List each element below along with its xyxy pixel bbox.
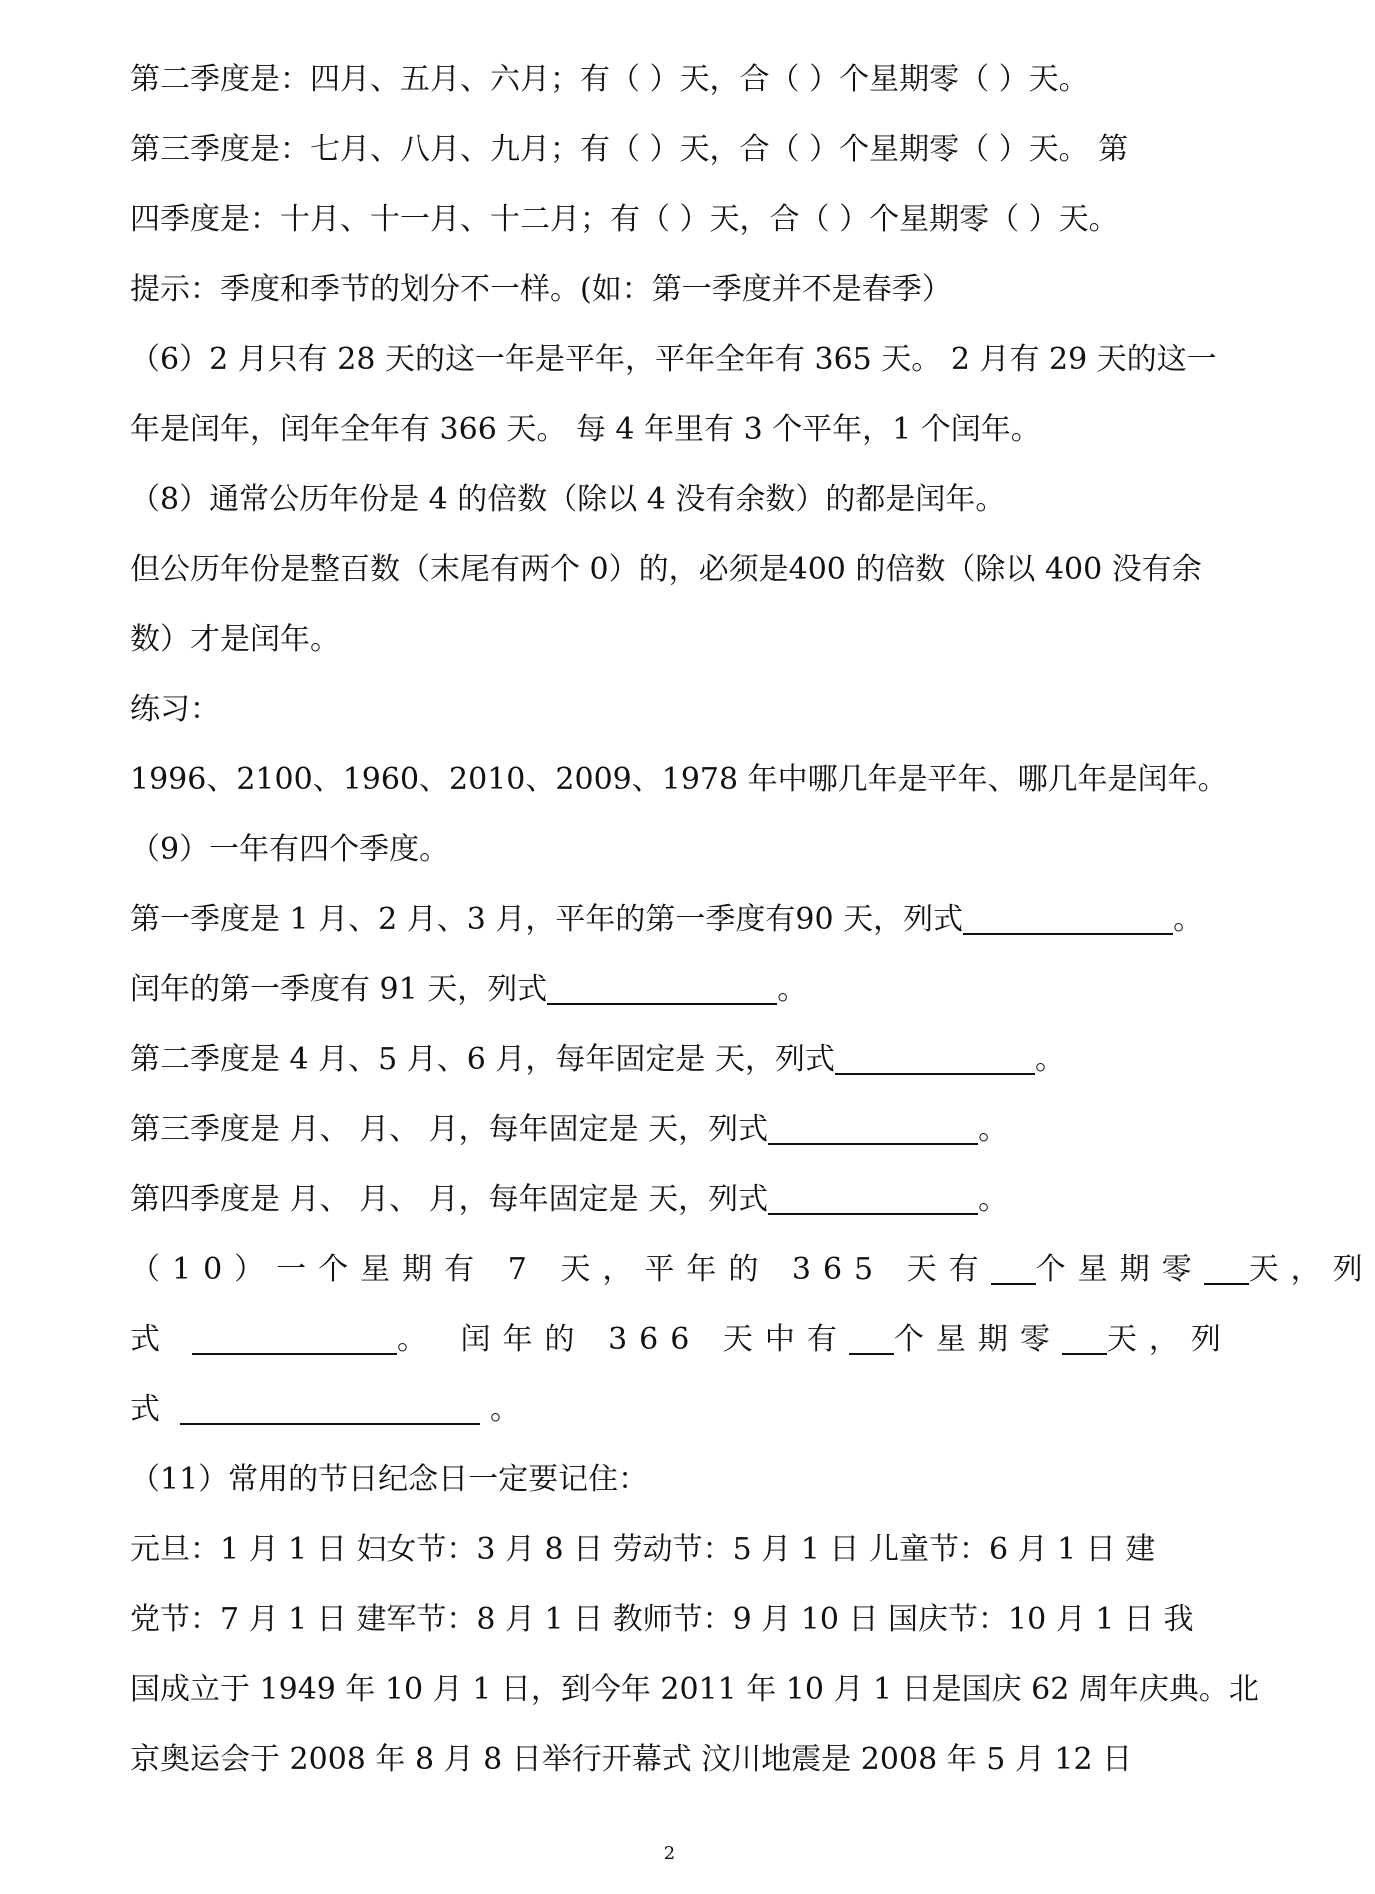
- text-line: 年是闰年，闰年全年有 366 天。 每 4 年里有 3 个平年，1 个闰年。: [130, 412, 1041, 447]
- text-segment: 。: [1034, 1042, 1065, 1077]
- text-segment: 第一季度是 1 月、2 月、3 月，平年的第一季度有90 天，列式: [130, 902, 964, 937]
- text-segment: 第三季度是 月、 月、 月，每年固定是 天，列式: [130, 1112, 769, 1147]
- text-line: 四季度是：十月、十一月、十二月；有（ ）天，合（ ）个星期零（ ）天。: [130, 202, 1119, 237]
- document-body: [130, 45, 1375, 1795]
- text-segment: 个星期零: [1035, 1252, 1204, 1287]
- text-line: 第二季度是：四月、五月、六月；有（ ）天，合（ ）个星期零（ ）天。: [130, 62, 1089, 97]
- answer-blank[interactable]: [849, 1313, 894, 1355]
- text-segment: 第四季度是 月、 月、 月，每年固定是 天，列式: [130, 1182, 769, 1217]
- exercise-line: [130, 1375, 1220, 1445]
- answer-blank[interactable]: [547, 963, 777, 1005]
- text-segment: 天，列: [1106, 1322, 1233, 1357]
- text-segment: 。: [978, 1112, 1009, 1147]
- text-segment: （10）一个星期有 7 天，平年的 365 天有: [130, 1252, 991, 1287]
- exercise-line: [130, 955, 1220, 1025]
- text-line: 练习：: [130, 692, 220, 727]
- text-line: （11）常用的节日纪念日一定要记住：: [130, 1462, 649, 1497]
- text-line: 1996、2100、1960、2010、2009、1978 年中哪几年是平年、哪几年是闰年。: [130, 762, 1228, 797]
- answer-blank[interactable]: [1204, 1243, 1249, 1285]
- text-segment: 个星期零: [893, 1322, 1062, 1357]
- answer-blank[interactable]: [835, 1033, 1035, 1075]
- answer-blank[interactable]: [180, 1383, 480, 1425]
- exercise-line: [130, 1165, 1220, 1235]
- exercise-line: [130, 1235, 1375, 1305]
- answer-blank[interactable]: [991, 1243, 1036, 1285]
- exercise-line: [130, 1095, 1220, 1165]
- page-number: 2: [663, 1843, 676, 1864]
- exercise-line: [130, 1025, 1220, 1095]
- text-segment: 闰年的第一季度有 91 天，列式: [130, 972, 548, 1007]
- text-segment: 。: [490, 1392, 520, 1427]
- text-line: 第三季度是：七月、八月、九月；有（ ）天，合（ ）个星期零（ ）天。 第: [130, 132, 1129, 167]
- text-segment: 。: [1173, 902, 1204, 937]
- answer-blank[interactable]: [768, 1173, 978, 1215]
- text-line: 国成立于 1949 年 10 月 1 日，到今年 2011 年 10 月 1 日是国庆 62 周年庆典。北: [130, 1672, 1259, 1707]
- text-line: （9）一年有四个季度。: [130, 832, 450, 867]
- text-segment: 式: [130, 1322, 172, 1357]
- answer-blank[interactable]: [768, 1103, 978, 1145]
- exercise-line: [130, 1305, 1233, 1375]
- text-line: 数）才是闰年。: [130, 622, 340, 657]
- answer-blank[interactable]: [192, 1313, 397, 1355]
- text-line: 元旦：1 月 1 日 妇女节：3 月 8 日 劳动节：5 月 1 日 儿童节：6 月 1 日 建: [130, 1532, 1156, 1567]
- text-segment: 。: [777, 972, 808, 1007]
- text-segment: 。: [978, 1182, 1009, 1217]
- answer-blank[interactable]: [963, 893, 1173, 935]
- text-line: （8）通常公历年份是 4 的倍数（除以 4 没有余数）的都是闰年。: [130, 482, 1006, 517]
- exercise-line: [130, 885, 1220, 955]
- text-line: 京奥运会于 2008 年 8 月 8 日举行开幕式 汶川地震是 2008 年 5 月 12 日: [130, 1742, 1133, 1777]
- text-segment: 天，列: [1248, 1252, 1375, 1287]
- text-segment: 式: [130, 1392, 160, 1427]
- text-line: 提示：季度和季节的划分不一样。(如：第一季度并不是春季）: [130, 272, 952, 307]
- text-line: （6）2 月只有 28 天的这一年是平年，平年全年有 365 天。 2 月有 29 天的这一: [130, 342, 1217, 377]
- text-line: 但公历年份是整百数（末尾有两个 0）的，必须是400 的倍数（除以 400 没有余: [130, 552, 1202, 587]
- text-line: 党节：7 月 1 日 建军节：8 月 1 日 教师节：9 月 10 日 国庆节：10 月 1 日 我: [130, 1602, 1194, 1637]
- text-segment: 第二季度是 4 月、5 月、6 月，每年固定是 天，列式: [130, 1042, 835, 1077]
- text-segment: 。 闰年的 366 天中有: [397, 1322, 849, 1357]
- answer-blank[interactable]: [1062, 1313, 1107, 1355]
